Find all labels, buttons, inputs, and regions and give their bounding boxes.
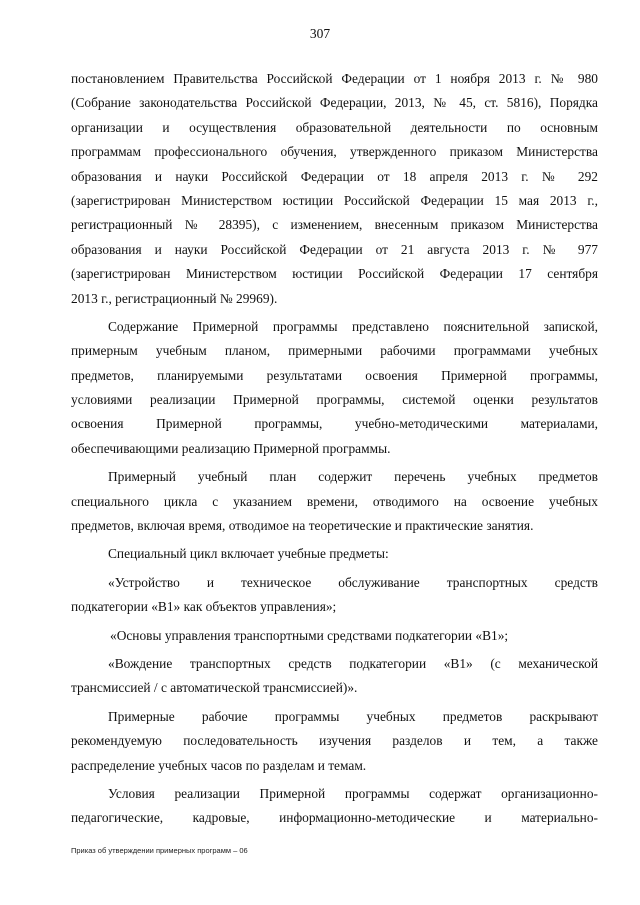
text-line: организации и осуществления образовательной деятельности по основным — [71, 119, 598, 135]
paragraph-4 — [71, 542, 598, 566]
text-line: условиями реализации Примерной программы, системой оценки результатов — [71, 392, 598, 408]
paragraph-6 — [71, 624, 598, 648]
paragraph-8 — [71, 705, 598, 778]
text-line: «Устройство и техническое обслуживание транспортных средств — [108, 574, 598, 590]
paragraph-3 — [71, 465, 598, 538]
text-line: предметов, планируемыми результатами освоения Примерной программы, — [71, 367, 598, 383]
page-footer: Приказ об утверждении примерных программ – 06 — [71, 846, 248, 855]
text-line: регистрационный № 28395), с изменением, внесенным приказом Министерства — [71, 217, 598, 233]
text-line: образования и науки Российской Федерации от 21 августа 2013 г. № 977 — [71, 241, 598, 257]
text-line: подкатегории «В1» как объектов управления»; — [71, 599, 337, 615]
text-line: примерным учебным планом, примерными рабочими программами учебных — [71, 343, 598, 359]
text-line: (Собрание законодательства Российской Федерации, 2013, № 45, ст. 5816), Порядка — [71, 95, 598, 111]
text-line: рекомендуемую последовательность изучения разделов и тем, а также — [71, 733, 598, 749]
paragraph-1 — [71, 67, 598, 311]
text-line: Примерные рабочие программы учебных предметов раскрывают — [108, 708, 598, 724]
text-line: специального цикла с указанием времени, отводимого на освоение учебных — [71, 493, 598, 509]
text-line: Содержание Примерной программы представлено пояснительной запиской, — [108, 318, 598, 334]
paragraph-2 — [71, 315, 598, 461]
text-line: педагогические, кадровые, информационно-методические и материально- — [71, 810, 598, 826]
text-line: Примерный учебный план содержит перечень учебных предметов — [108, 469, 598, 485]
text-line: «Вождение транспортных средств подкатегории «В1» (с механической — [108, 655, 598, 671]
paragraph-5 — [71, 571, 598, 620]
text-line: Условия реализации Примерной программы содержат организационно- — [108, 785, 598, 801]
text-line: (зарегистрирован Министерством юстиции Российской Федерации 15 мая 2013 г., — [71, 192, 598, 208]
text-line: (зарегистрирован Министерством юстиции Российской Федерации 17 сентября — [71, 266, 598, 282]
text-line: распределение учебных часов по разделам и темам. — [71, 757, 367, 773]
page-number: 307 — [309, 26, 331, 41]
text-line: Специальный цикл включает учебные предметы: — [108, 546, 389, 562]
paragraph-7 — [71, 652, 598, 701]
text-line: «Основы управления транспортными средствами подкатегории «В1»; — [110, 627, 509, 643]
body-text — [71, 67, 598, 835]
text-line: обеспечивающими реализацию Примерной программы. — [71, 440, 391, 456]
text-line: образования и науки Российской Федерации от 18 апреля 2013 г. № 292 — [71, 168, 598, 184]
text-line: трансмиссией / с автоматической трансмиссией)». — [71, 680, 358, 696]
text-line: постановлением Правительства Российской Федерации от 1 ноября 2013 г. № 980 — [71, 71, 598, 86]
text-line: 2013 г., регистрационный № 29969). — [71, 290, 278, 306]
paragraph-9 — [71, 782, 598, 831]
text-line: предметов, включая время, отводимое на теоретические и практические занятия. — [71, 518, 534, 534]
text-line: программам профессионального обучения, утвержденного приказом Министерства — [71, 144, 598, 160]
text-line: освоения Примерной программы, учебно-методическими материалами, — [71, 416, 598, 432]
